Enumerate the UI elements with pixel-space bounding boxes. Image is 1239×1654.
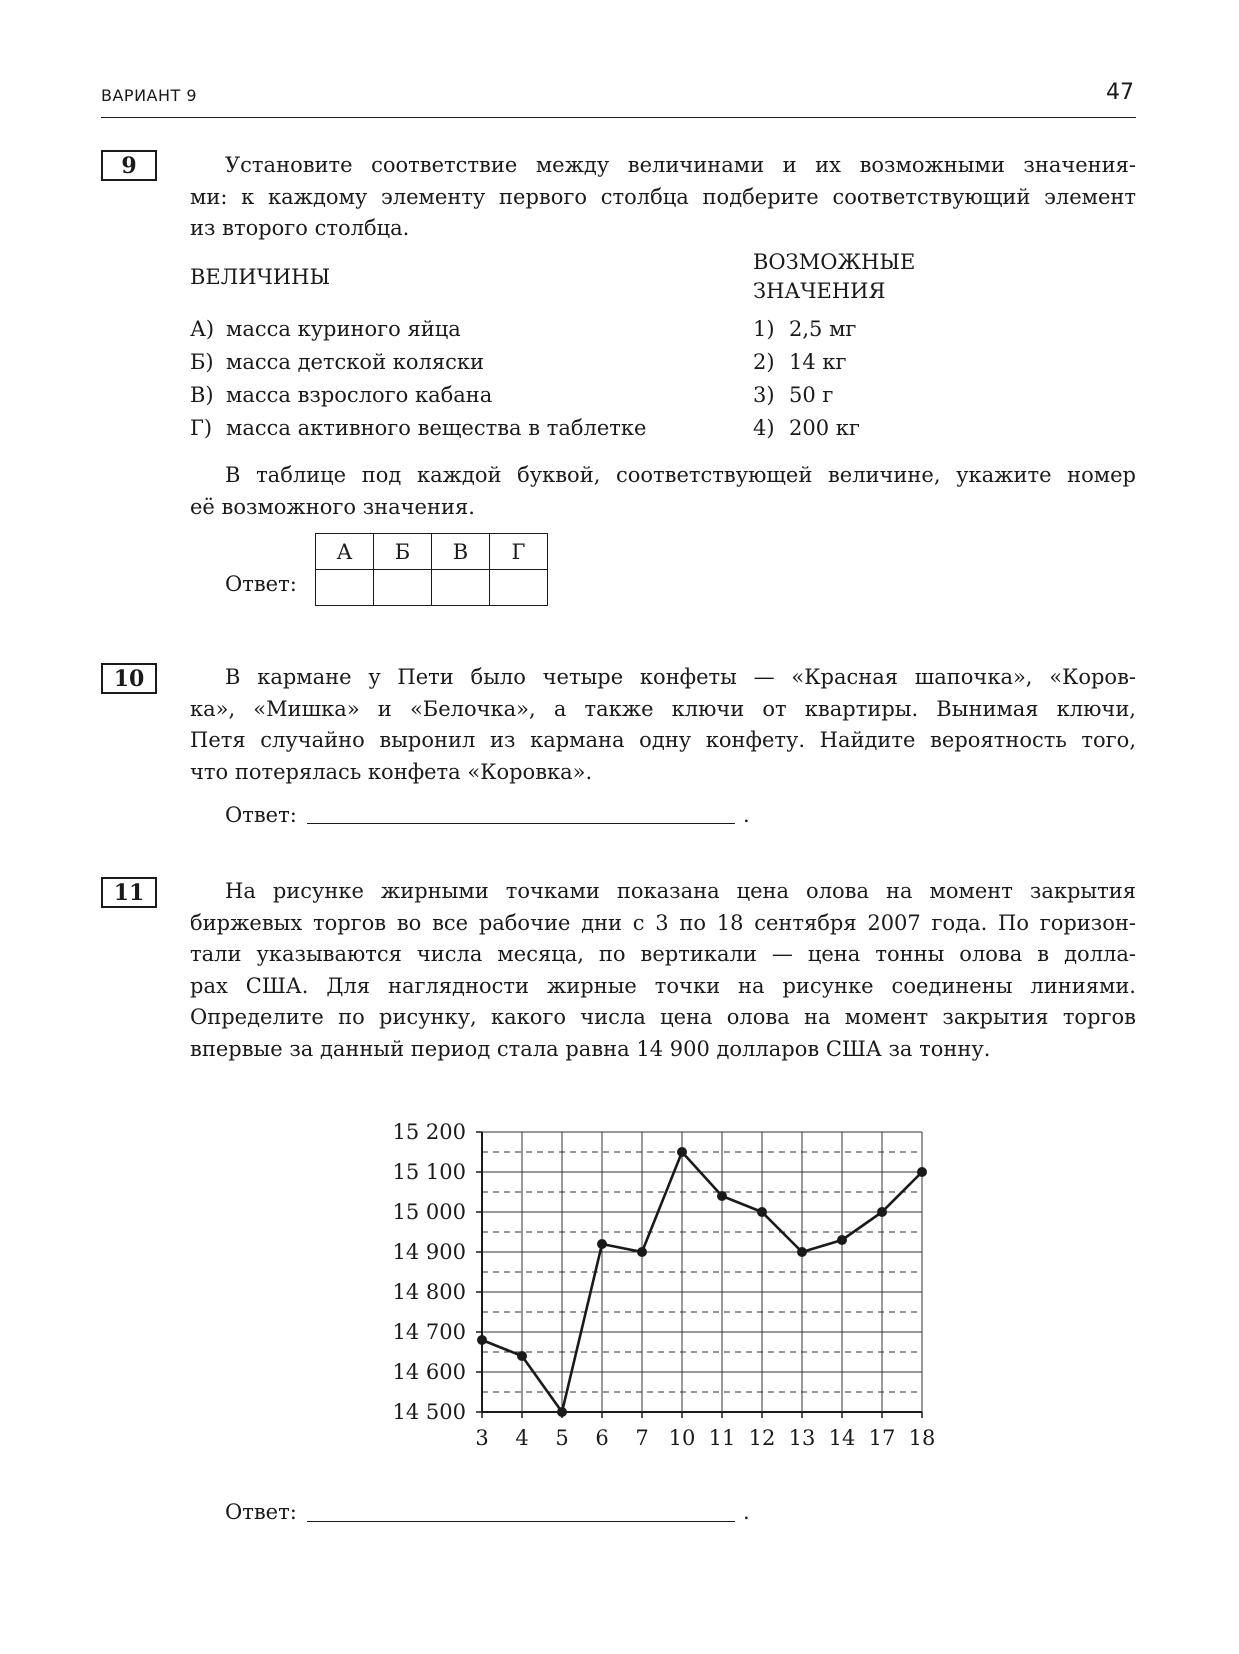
task-9-answer-table: [315, 533, 548, 606]
y-tick-label: 14 700: [392, 1320, 466, 1344]
series-segment: [482, 1340, 522, 1356]
x-tick-label: 5: [555, 1426, 569, 1450]
x-tick-label: 14: [828, 1426, 856, 1450]
quantity-item: [190, 313, 461, 346]
data-point: [717, 1191, 727, 1201]
text-line: Определите по рисунку, какого числа цена олова на момент закрытия торгов: [190, 1005, 1136, 1029]
value-text: 200 кг: [789, 416, 860, 440]
y-tick-label: 15 000: [392, 1200, 466, 1224]
data-point: [557, 1407, 567, 1417]
text-line: Петя случайно выронил из кармана одну конфету. Найдите вероятность того,: [190, 728, 1136, 752]
item-letter: В): [190, 383, 214, 407]
series-segment: [522, 1356, 562, 1412]
answer-cell-b[interactable]: [374, 570, 432, 606]
answer-table-header: Б: [374, 534, 432, 570]
value-number: 3): [753, 383, 775, 407]
data-point: [677, 1147, 687, 1157]
text-line: тали указываются числа месяца, по вертикали — цена тонны олова в долла-: [190, 942, 1136, 966]
series-segment: [722, 1196, 762, 1212]
value-text: 2,5 мг: [789, 317, 857, 341]
task-11-answer-field[interactable]: [307, 1520, 735, 1522]
series-segment: [562, 1244, 602, 1412]
series-segment: [602, 1244, 642, 1252]
value-item: [753, 379, 833, 412]
item-text: масса активного вещества в таблетке: [226, 416, 647, 440]
task-10-answer-dot: .: [743, 803, 750, 827]
x-tick-label: 4: [515, 1426, 529, 1450]
quantity-item: [190, 412, 646, 445]
task-9-number: 9: [101, 150, 157, 181]
data-point: [837, 1235, 847, 1245]
series-segment: [642, 1152, 682, 1252]
text-line: Установите соответствие между величинами и их возможными значения-: [225, 153, 1136, 177]
task-9-answer-label: Ответ:: [225, 572, 297, 596]
value-number: 4): [753, 416, 775, 440]
item-letter: Б): [190, 350, 214, 374]
data-point: [797, 1247, 807, 1257]
column-header-line: ЗНАЧЕНИЯ: [753, 279, 886, 303]
answer-cell-a[interactable]: [316, 570, 374, 606]
column-header-quantities: ВЕЛИЧИНЫ: [190, 265, 331, 289]
variant-label: ВАРИАНТ 9: [101, 86, 198, 105]
data-point: [477, 1335, 487, 1345]
text-line: ка», «Мишка» и «Белочка», а также ключи от квартиры. Вынимая ключи,: [190, 696, 1136, 721]
value-text: 14 кг: [789, 350, 847, 374]
value-item: [753, 412, 860, 445]
task-9-intro: [190, 150, 1136, 245]
item-text: масса взрослого кабана: [226, 383, 493, 407]
x-tick-label: 13: [788, 1426, 816, 1450]
quantity-item: [190, 379, 492, 412]
text-line: В кармане у Пети было четыре конфеты — «Красная шапочка», «Коров-: [225, 665, 1136, 689]
task-11-text: [190, 876, 1136, 1065]
header-divider: [101, 117, 1136, 118]
task-10-answer-field[interactable]: [307, 822, 735, 824]
y-tick-label: 14 600: [392, 1360, 466, 1384]
series-segment: [802, 1240, 842, 1252]
series-segment: [762, 1212, 802, 1252]
value-text: 50 г: [789, 383, 834, 407]
data-point: [517, 1351, 527, 1361]
x-tick-label: 6: [595, 1426, 609, 1450]
item-text: масса куриного яйца: [226, 317, 461, 341]
value-item: [753, 313, 856, 346]
x-tick-label: 3: [475, 1426, 489, 1450]
text-line: ми: к каждому элементу первого столбца подберите соответствующий элемент: [190, 184, 1136, 209]
task-10-number: 10: [101, 663, 157, 694]
task-11-number: 11: [101, 877, 157, 908]
answer-cell-g[interactable]: [490, 570, 548, 606]
item-text: масса детской коляски: [226, 350, 484, 374]
text-line: из второго столбца.: [190, 216, 410, 240]
value-number: 2): [753, 350, 775, 374]
data-point: [757, 1207, 767, 1217]
data-point: [917, 1167, 927, 1177]
data-point: [597, 1239, 607, 1249]
x-tick-label: 18: [908, 1426, 936, 1450]
answer-table-header: А: [316, 534, 374, 570]
answer-table-header: Г: [490, 534, 548, 570]
y-tick-label: 14 800: [392, 1280, 466, 1304]
y-tick-label: 15 100: [392, 1160, 466, 1184]
text-line: рах США. Для наглядности жирные точки на рисунке соединены линиями.: [190, 973, 1136, 998]
task-11-answer-dot: .: [743, 1500, 750, 1524]
task-11-answer-label: Ответ:: [225, 1500, 297, 1524]
text-line: На рисунке жирными точками показана цена олова на момент закрытия: [225, 879, 1136, 903]
x-tick-label: 17: [868, 1426, 896, 1450]
y-tick-label: 14 900: [392, 1240, 466, 1264]
answer-cell-v[interactable]: [432, 570, 490, 606]
item-letter: Г): [190, 416, 213, 440]
item-letter: А): [190, 317, 215, 341]
data-point: [637, 1247, 647, 1257]
text-line: В таблице под каждой буквой, соответствующей величине, укажите номер: [225, 463, 1136, 487]
y-tick-label: 14 500: [392, 1400, 466, 1424]
data-point: [877, 1207, 887, 1217]
text-line: её возможного значения.: [190, 494, 475, 519]
series-segment: [842, 1212, 882, 1240]
value-number: 1): [753, 317, 775, 341]
column-header-line: ВОЗМОЖНЫЕ: [753, 250, 916, 274]
value-item: [753, 346, 847, 379]
task-10-answer-label: Ответ:: [225, 803, 297, 827]
text-line: что потерялась конфета «Коровка».: [190, 759, 593, 784]
series-segment: [682, 1152, 722, 1196]
answer-table-header: В: [432, 534, 490, 570]
quantity-item: [190, 346, 484, 379]
y-tick-label: 15 200: [392, 1120, 466, 1144]
column-header-values: [753, 248, 915, 306]
text-line: впервые за данный период стала равна 14 900 долларов США за тонну.: [190, 1036, 991, 1061]
x-tick-label: 7: [635, 1426, 649, 1450]
page-number: 47: [1106, 80, 1134, 105]
text-line: биржевых торгов во все рабочие дни с 3 по 18 сентября 2007 года. По горизон-: [190, 910, 1136, 935]
series-segment: [882, 1172, 922, 1212]
task-10-text: [190, 662, 1136, 788]
x-tick-label: 11: [708, 1426, 736, 1450]
x-tick-label: 10: [668, 1426, 696, 1450]
task-9-instruction: [190, 460, 1136, 523]
x-tick-label: 12: [748, 1426, 776, 1450]
